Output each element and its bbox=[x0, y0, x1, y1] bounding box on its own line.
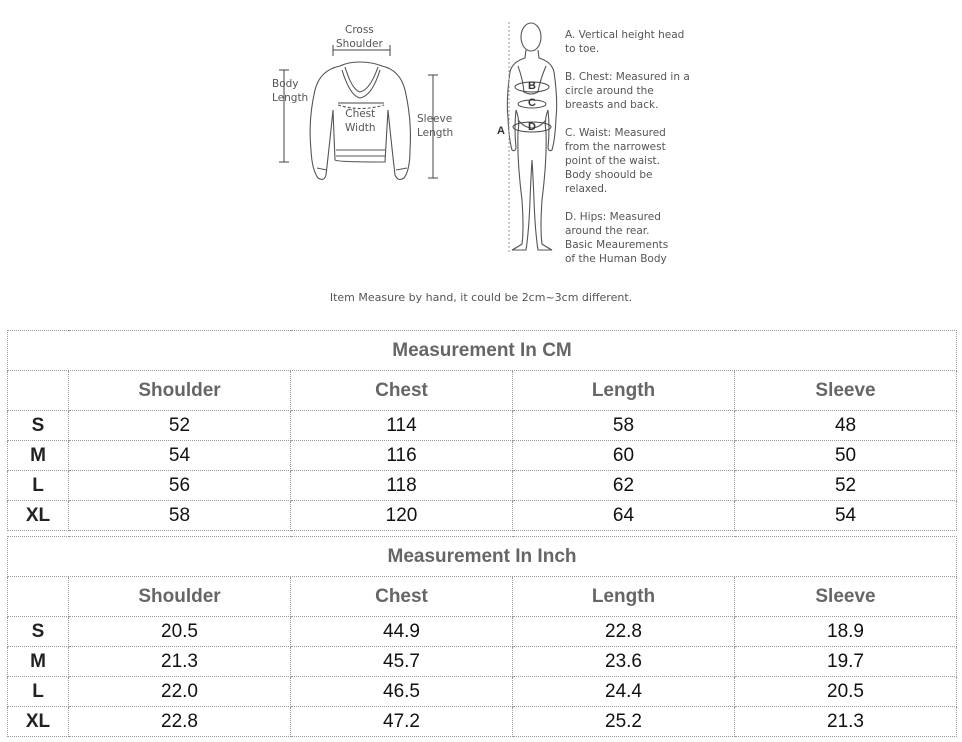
cm-header-shoulder: Shoulder bbox=[69, 371, 291, 411]
shoulder-cell: 52 bbox=[69, 411, 291, 441]
cm-header-size bbox=[8, 371, 69, 411]
body-length-label: Body Length bbox=[272, 78, 309, 104]
length-cell: 23.6 bbox=[513, 647, 735, 677]
length-cell: 60 bbox=[513, 441, 735, 471]
length-cell: 22.8 bbox=[513, 617, 735, 647]
sleeve-cell: 19.7 bbox=[735, 647, 957, 677]
sleeve-cell: 18.9 bbox=[735, 617, 957, 647]
length-cell: 24.4 bbox=[513, 677, 735, 707]
cm-table-header-row bbox=[8, 371, 957, 411]
letter-a: A bbox=[497, 125, 505, 137]
size-cell: S bbox=[8, 617, 69, 647]
shoulder-cell: 21.3 bbox=[69, 647, 291, 677]
chest-cell: 45.7 bbox=[291, 647, 513, 677]
sleeve-cell: 54 bbox=[735, 501, 957, 531]
shoulder-cell: 56 bbox=[69, 471, 291, 501]
chest-cell: 116 bbox=[291, 441, 513, 471]
inch-header-shoulder: Shoulder bbox=[69, 577, 291, 617]
cm-header-chest: Chest bbox=[291, 371, 513, 411]
table-row bbox=[8, 471, 957, 501]
note-b: B. Chest: Measured in a circle around the breasts and back. bbox=[565, 71, 690, 111]
shoulder-cell: 20.5 bbox=[69, 617, 291, 647]
sleeve-cell: 20.5 bbox=[735, 677, 957, 707]
inch-header-chest: Chest bbox=[291, 577, 513, 617]
letter-c: C bbox=[528, 97, 536, 109]
shoulder-cell: 58 bbox=[69, 501, 291, 531]
note-d: D. Hips: Measured around the rear. Basic Meaurements of the Human Body bbox=[565, 211, 669, 265]
inch-size-table bbox=[7, 536, 957, 737]
length-cell: 58 bbox=[513, 411, 735, 441]
length-cell: 25.2 bbox=[513, 707, 735, 737]
shoulder-cell: 54 bbox=[69, 441, 291, 471]
sleeve-cell: 21.3 bbox=[735, 707, 957, 737]
table-row bbox=[8, 617, 957, 647]
chest-cell: 114 bbox=[291, 411, 513, 441]
shoulder-cell: 22.0 bbox=[69, 677, 291, 707]
table-row bbox=[8, 501, 957, 531]
table-row bbox=[8, 647, 957, 677]
note-c: C. Waist: Measured from the narrowest point of the waist. Body shoould be relaxed. bbox=[565, 127, 666, 195]
chest-cell: 120 bbox=[291, 501, 513, 531]
sleeve-cell: 52 bbox=[735, 471, 957, 501]
shoulder-cell: 22.8 bbox=[69, 707, 291, 737]
inch-header-sleeve: Sleeve bbox=[735, 577, 957, 617]
cm-header-sleeve: Sleeve bbox=[735, 371, 957, 411]
table-row bbox=[8, 707, 957, 737]
size-cell: L bbox=[8, 471, 69, 501]
sleeve-cell: 50 bbox=[735, 441, 957, 471]
letter-d: D bbox=[528, 121, 536, 133]
letter-b: B bbox=[528, 80, 536, 92]
measure-footnote: Item Measure by hand, it could be 2cm~3cm different. bbox=[329, 291, 633, 304]
diagram-illustration bbox=[0, 0, 962, 320]
cross-shoulder-label: Cross Shoulder bbox=[336, 24, 383, 50]
measurement-diagram bbox=[0, 0, 962, 320]
cm-table-title: Measurement In CM bbox=[8, 331, 957, 371]
size-cell: S bbox=[8, 411, 69, 441]
length-cell: 64 bbox=[513, 501, 735, 531]
inch-header-size bbox=[8, 577, 69, 617]
inch-table-header-row bbox=[8, 577, 957, 617]
cm-size-table bbox=[7, 330, 957, 531]
table-row bbox=[8, 441, 957, 471]
chest-cell: 46.5 bbox=[291, 677, 513, 707]
chest-cell: 47.2 bbox=[291, 707, 513, 737]
note-a: A. Vertical height head to toe. bbox=[565, 29, 685, 55]
human-figure bbox=[507, 23, 556, 250]
chest-width-label: Chest Width bbox=[345, 108, 376, 134]
sleeve-cell: 48 bbox=[735, 411, 957, 441]
size-cell: XL bbox=[8, 501, 69, 531]
sleeve-length-label: Sleeve Length bbox=[417, 113, 454, 139]
cm-header-length: Length bbox=[513, 371, 735, 411]
table-row bbox=[8, 411, 957, 441]
size-cell: XL bbox=[8, 707, 69, 737]
length-cell: 62 bbox=[513, 471, 735, 501]
chest-cell: 44.9 bbox=[291, 617, 513, 647]
inch-header-length: Length bbox=[513, 577, 735, 617]
chest-cell: 118 bbox=[291, 471, 513, 501]
size-cell: M bbox=[8, 647, 69, 677]
inch-table-title: Measurement In Inch bbox=[8, 537, 957, 577]
size-cell: M bbox=[8, 441, 69, 471]
size-cell: L bbox=[8, 677, 69, 707]
table-row bbox=[8, 677, 957, 707]
